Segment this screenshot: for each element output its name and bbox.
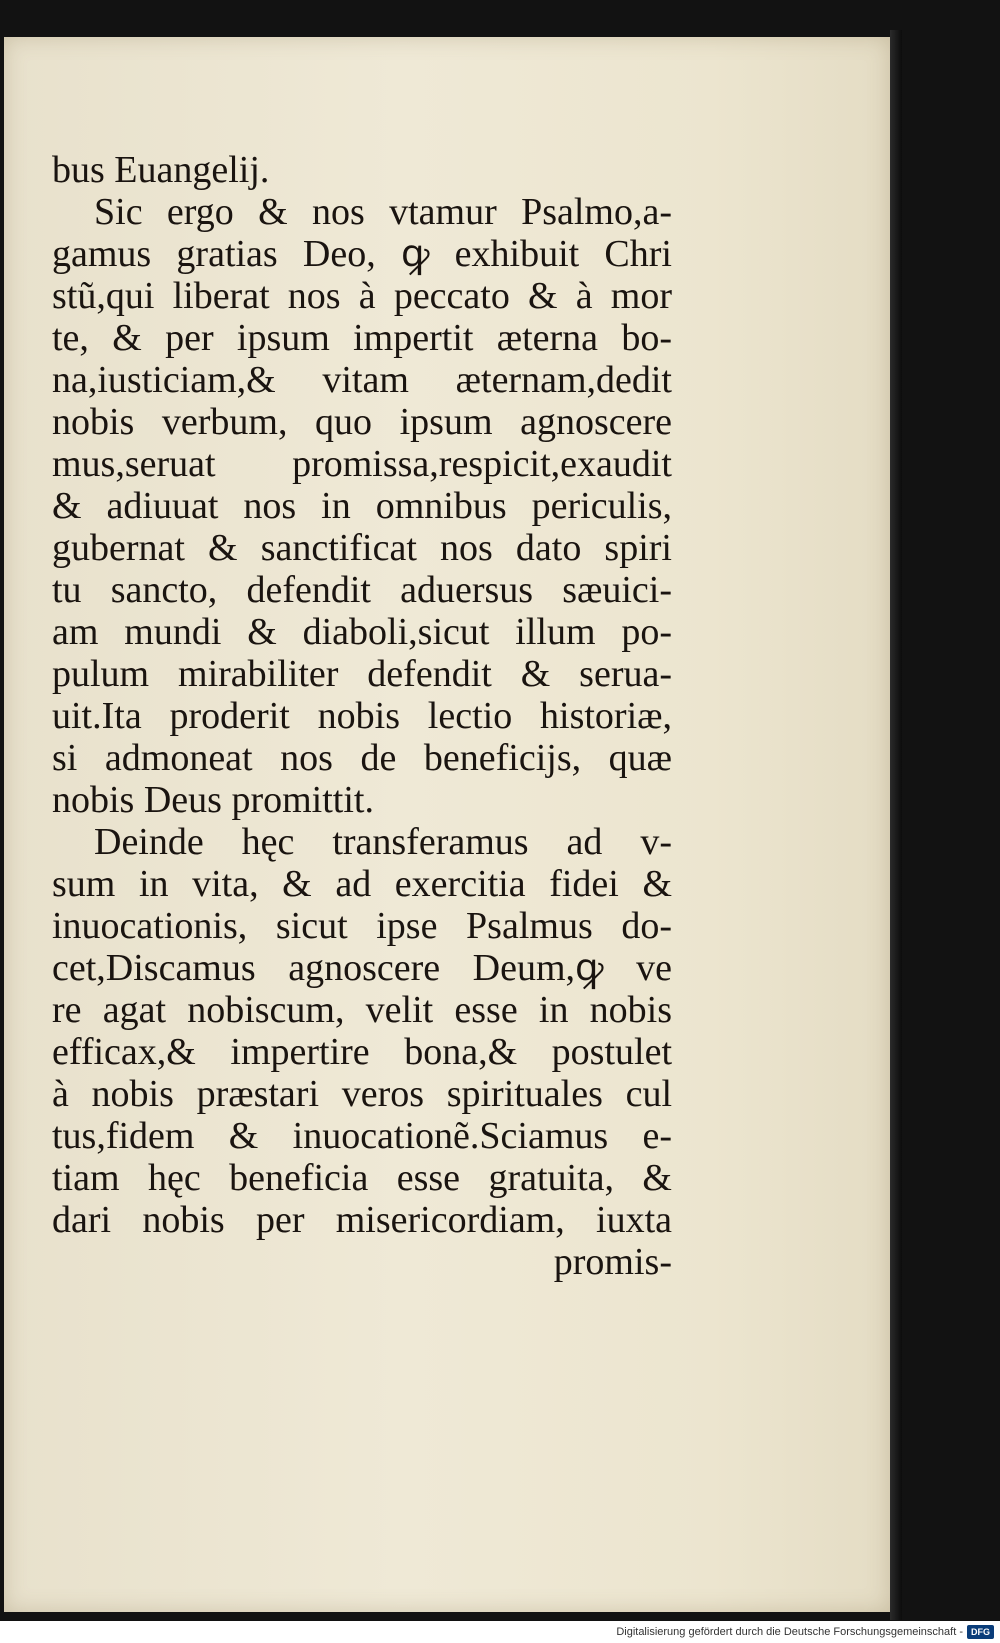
- footer-bar: [0, 1621, 1000, 1643]
- text-line: Sic ergo & nos vtamur Psalmo,a-: [94, 191, 672, 233]
- text-line: bus Euangelij.: [52, 149, 270, 191]
- text-line: à nobis præstari veros spirituales cul: [52, 1073, 672, 1115]
- page-edge: [890, 30, 902, 1620]
- page-text: [52, 149, 672, 1283]
- text-line: efficax,& impertire bona,& postulet: [52, 1031, 672, 1073]
- text-line: na,iusticiam,& vitam æternam,dedit: [52, 359, 672, 401]
- book-page: [4, 37, 890, 1612]
- text-line: tus,fidem & inuocationẽ.Sciamus e-: [52, 1115, 672, 1157]
- text-line: am mundi & diaboli,sicut illum po-: [52, 611, 672, 653]
- text-line: nobis verbum, quo ipsum agnoscere: [52, 401, 672, 443]
- text-line: tu sancto, defendit aduersus sæuici-: [52, 569, 672, 611]
- text-line: gubernat & sanctificat nos dato spiri: [52, 527, 672, 569]
- footer-credit: Digitalisierung gefördert durch die Deutsche Forschungsgemeinschaft -: [616, 1626, 963, 1638]
- text-line: pulum mirabiliter defendit & serua-: [52, 653, 672, 695]
- text-line: cet,Discamus agnoscere Deum,ꝙ ve: [52, 947, 672, 989]
- text-line: mus,seruat promissa,respicit,exaudit: [52, 443, 672, 485]
- text-line: tiam hęc beneficia esse gratuita, &: [52, 1157, 672, 1199]
- text-line: & adiuuat nos in omnibus periculis,: [52, 485, 672, 527]
- text-line: nobis Deus promittit.: [52, 779, 374, 821]
- text-line: te, & per ipsum impertit æterna bo-: [52, 317, 672, 359]
- text-line: inuocationis, sicut ipse Psalmus do-: [52, 905, 672, 947]
- text-line: si admoneat nos de beneficijs, quæ: [52, 737, 672, 779]
- text-line: Deinde hęc transferamus ad v-: [94, 821, 672, 863]
- text-line: re agat nobiscum, velit esse in nobis: [52, 989, 672, 1031]
- text-line: gamus gratias Deo, ꝙ exhibuit Chri: [52, 233, 672, 275]
- text-line: stũ,qui liberat nos à peccato & à mor: [52, 275, 672, 317]
- text-line: sum in vita, & ad exercitia fidei &: [52, 863, 672, 905]
- text-line: dari nobis per misericordiam, iuxta: [52, 1199, 672, 1241]
- text-line: uit.Ita proderit nobis lectio historiæ,: [52, 695, 672, 737]
- dfg-logo: DFG: [967, 1625, 994, 1639]
- catchword: promis-: [553, 1241, 672, 1283]
